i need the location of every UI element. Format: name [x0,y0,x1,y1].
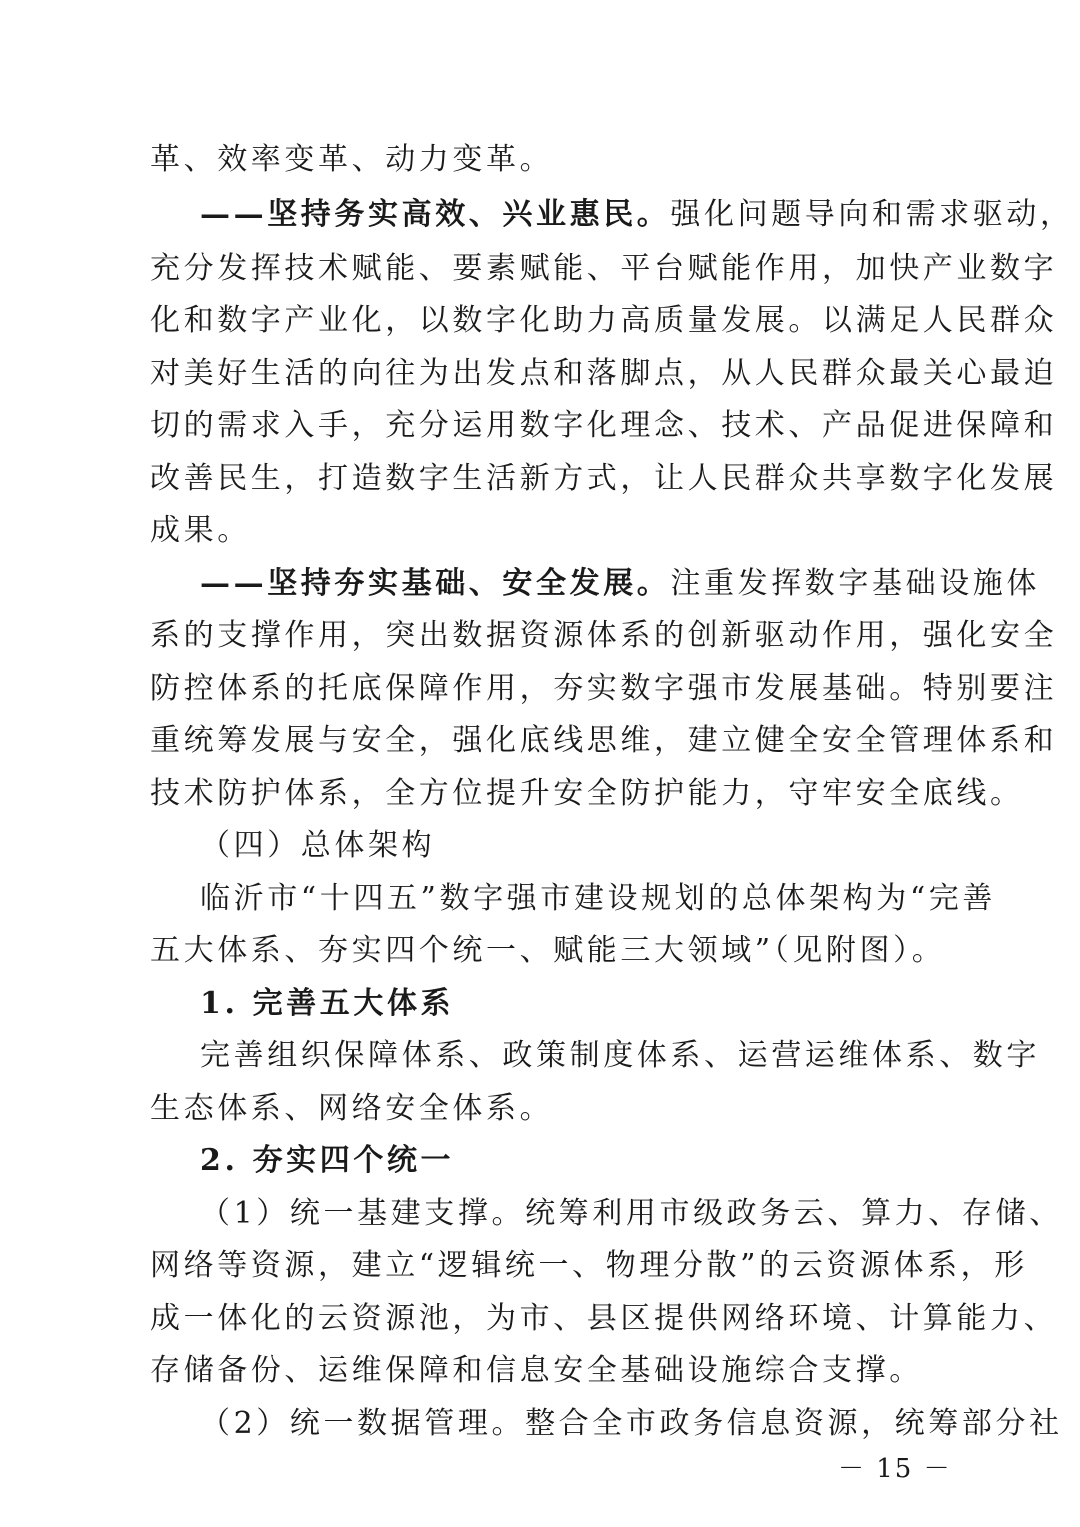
paragraph-line: （1）统一基建支撑。统筹利用市级政务云、算力、存储、 [200,1196,1063,1231]
paragraph-line: 存储备份、运维保障和信息安全基础设施综合支撑。 [150,1353,923,1388]
principle-title: ——坚持务实高效、兴业惠民。 [200,197,671,232]
paragraph-line: 完善组织保障体系、政策制度体系、运营运维体系、数字 [200,1038,1040,1073]
paragraph-line: 生态体系、网络安全体系。 [150,1091,554,1126]
principle-heading-line [200,564,1041,604]
paragraph-line: 技术防护体系，全方位提升安全防护能力，守牢安全底线。 [150,776,1024,811]
subheading: 1. 完善五大体系 [200,986,455,1021]
paragraph-line: （2）统一数据管理。整合全市政务信息资源，统筹部分社 [200,1406,1063,1441]
paragraph-line: 成果。 [150,513,251,548]
paragraph-line: 化和数字产业化，以数字化助力高质量发展。以满足人民群众 [150,303,1058,338]
paragraph-line: 系的支撑作用，突出数据资源体系的创新驱动作用，强化安全 [150,618,1058,653]
paragraph-line: 切的需求入手，充分运用数字化理念、技术、产品促进保障和 [150,408,1058,443]
paragraph-line: 对美好生活的向往为出发点和落脚点，从人民群众最关心最迫 [150,356,1058,391]
principle-title: ——坚持夯实基础、安全发展。 [200,566,671,601]
principle-text: 注重发挥数字基础设施体 [670,566,1041,601]
paragraph-line: 革、效率变革、动力变革。 [150,142,554,177]
paragraph-line: 改善民生，打造数字生活新方式，让人民群众共享数字化发展 [150,461,1058,496]
paragraph-line: 网络等资源，建立“逻辑统一、物理分散”的云资源体系，形 [150,1248,1028,1283]
paragraph-line: 防控体系的托底保障作用，夯实数字强市发展基础。特别要注 [150,671,1058,706]
principle-text: 强化问题导向和需求驱动， [670,197,1074,232]
paragraph-line: 五大体系、夯实四个统一、赋能三大领域”（见附图）。 [150,933,946,968]
subheading: 2. 夯实四个统一 [200,1143,455,1178]
paragraph-line: 临沂市“十四五”数字强市建设规划的总体架构为“完善 [200,881,997,916]
section-heading: （四）总体架构 [200,828,436,863]
paragraph-line: 充分发挥技术赋能、要素赋能、平台赋能作用，加快产业数字 [150,251,1058,286]
paragraph-line: 成一体化的云资源池，为市、县区提供网络环境、计算能力、 [150,1301,1058,1336]
page-number: － 15 － [838,1454,952,1484]
principle-heading-line [200,195,1074,235]
paragraph-line: 重统筹发展与安全，强化底线思维，建立健全安全管理体系和 [150,723,1058,758]
